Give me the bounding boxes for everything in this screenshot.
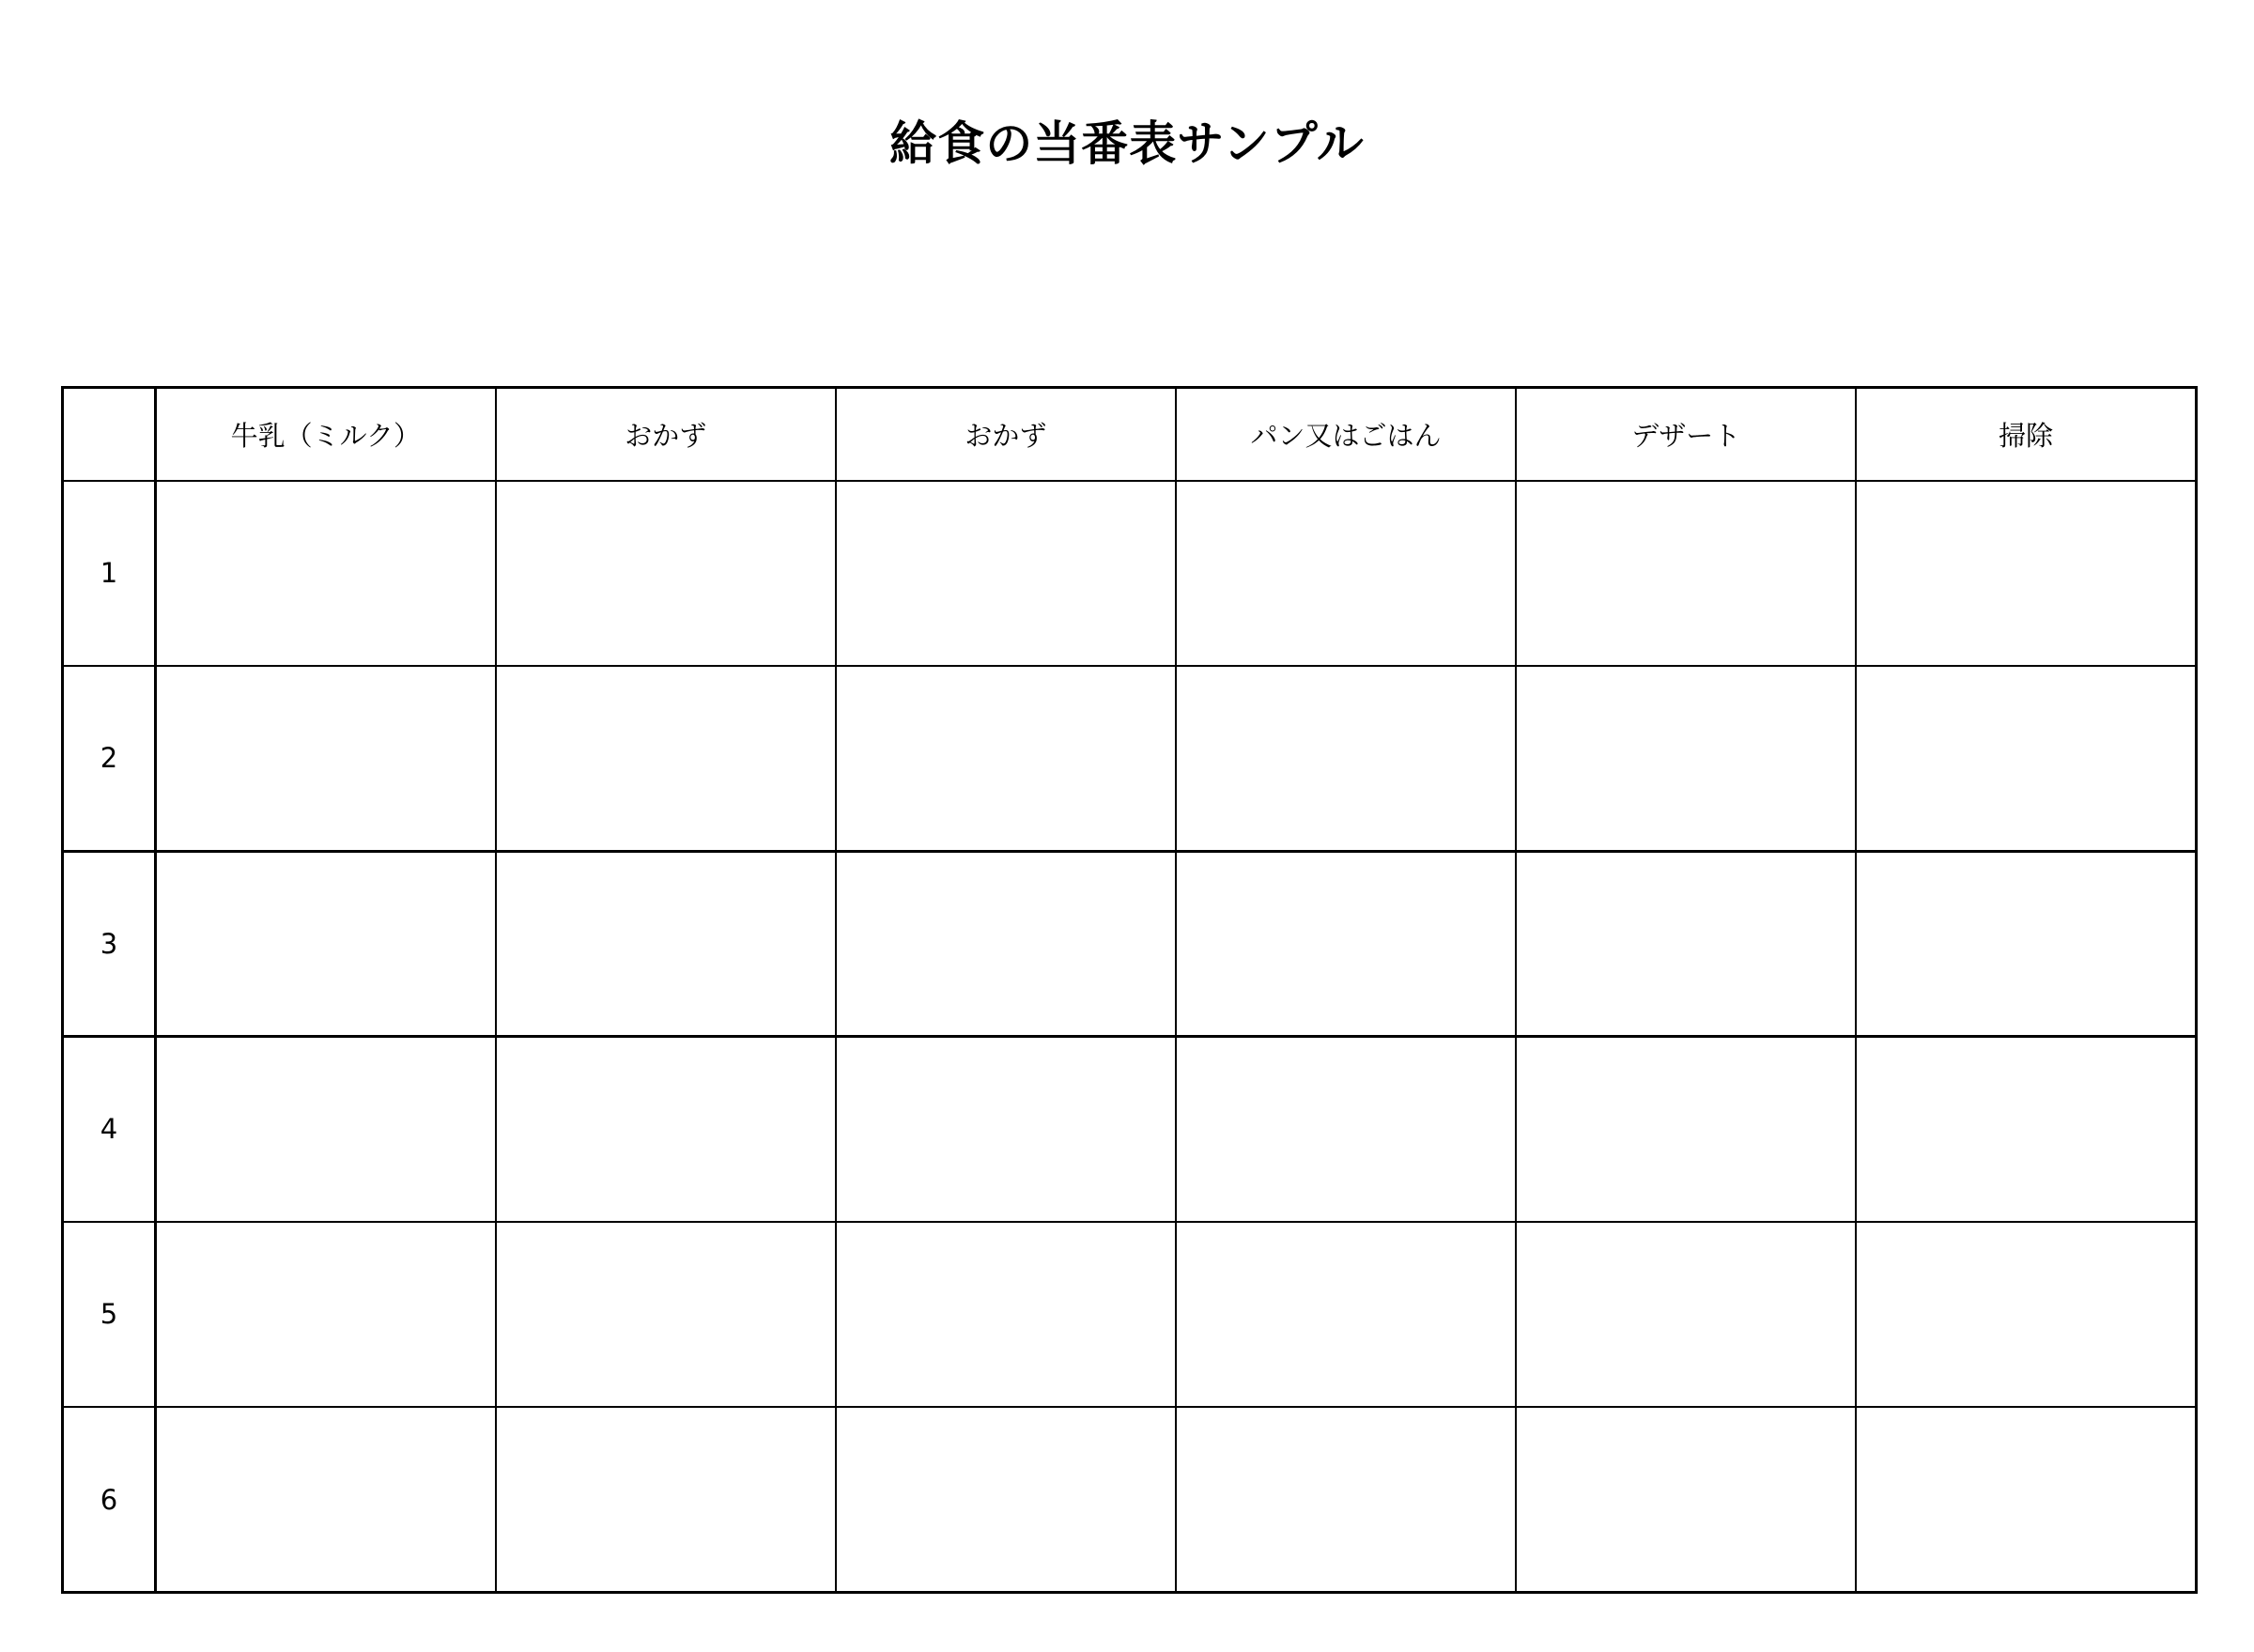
column-header-side-dish-2: おかず xyxy=(836,388,1176,481)
duty-cell[interactable] xyxy=(836,481,1176,666)
duty-cell[interactable] xyxy=(1856,851,2196,1036)
table-header-row xyxy=(63,388,2197,481)
duty-cell[interactable] xyxy=(1856,481,2196,666)
duty-cell[interactable] xyxy=(836,1036,1176,1221)
duty-cell[interactable] xyxy=(1856,1222,2196,1407)
table-row xyxy=(63,666,2197,851)
column-header-milk: 牛乳（ミルク） xyxy=(156,388,496,481)
page-title: 給食の当番表サンプル xyxy=(889,116,1365,171)
duty-cell[interactable] xyxy=(156,666,496,851)
duty-cell[interactable] xyxy=(1516,1222,1856,1407)
duty-cell[interactable] xyxy=(1516,666,1856,851)
duty-cell[interactable] xyxy=(836,1222,1176,1407)
row-number: 4 xyxy=(63,1036,156,1221)
duty-cell[interactable] xyxy=(1516,1036,1856,1221)
duty-cell[interactable] xyxy=(156,851,496,1036)
duty-cell[interactable] xyxy=(1856,666,2196,851)
duty-cell[interactable] xyxy=(836,666,1176,851)
duty-cell[interactable] xyxy=(496,851,836,1036)
table-row xyxy=(63,1036,2197,1221)
column-header-bread-or-rice: パン又はごはん xyxy=(1176,388,1516,481)
duty-cell[interactable] xyxy=(1176,851,1516,1036)
table-row xyxy=(63,1407,2197,1592)
table-row xyxy=(63,851,2197,1036)
column-header-cleaning: 掃除 xyxy=(1856,388,2196,481)
duty-cell[interactable] xyxy=(496,1036,836,1221)
duty-cell[interactable] xyxy=(1516,481,1856,666)
column-header-dessert: デザート xyxy=(1516,388,1856,481)
duty-cell[interactable] xyxy=(496,1407,836,1592)
duty-cell[interactable] xyxy=(1856,1407,2196,1592)
duty-cell[interactable] xyxy=(836,851,1176,1036)
duty-cell[interactable] xyxy=(1176,1407,1516,1592)
duty-cell[interactable] xyxy=(1516,851,1856,1036)
duty-cell[interactable] xyxy=(1516,1407,1856,1592)
row-number: 3 xyxy=(63,851,156,1036)
table-row xyxy=(63,1222,2197,1407)
duty-cell[interactable] xyxy=(156,1407,496,1592)
duty-roster-table xyxy=(61,386,2198,1594)
duty-cell[interactable] xyxy=(1176,481,1516,666)
duty-cell[interactable] xyxy=(836,1407,1176,1592)
duty-cell[interactable] xyxy=(496,1222,836,1407)
duty-cell[interactable] xyxy=(496,481,836,666)
duty-cell[interactable] xyxy=(1176,1222,1516,1407)
row-number: 1 xyxy=(63,481,156,666)
duty-cell[interactable] xyxy=(1176,666,1516,851)
duty-cell[interactable] xyxy=(156,1036,496,1221)
duty-cell[interactable] xyxy=(1856,1036,2196,1221)
corner-cell xyxy=(63,388,156,481)
row-number: 6 xyxy=(63,1407,156,1592)
table-row xyxy=(63,481,2197,666)
duty-cell[interactable] xyxy=(496,666,836,851)
row-number: 2 xyxy=(63,666,156,851)
column-header-side-dish-1: おかず xyxy=(496,388,836,481)
duty-cell[interactable] xyxy=(1176,1036,1516,1221)
duty-cell[interactable] xyxy=(156,1222,496,1407)
duty-cell[interactable] xyxy=(156,481,496,666)
row-number: 5 xyxy=(63,1222,156,1407)
